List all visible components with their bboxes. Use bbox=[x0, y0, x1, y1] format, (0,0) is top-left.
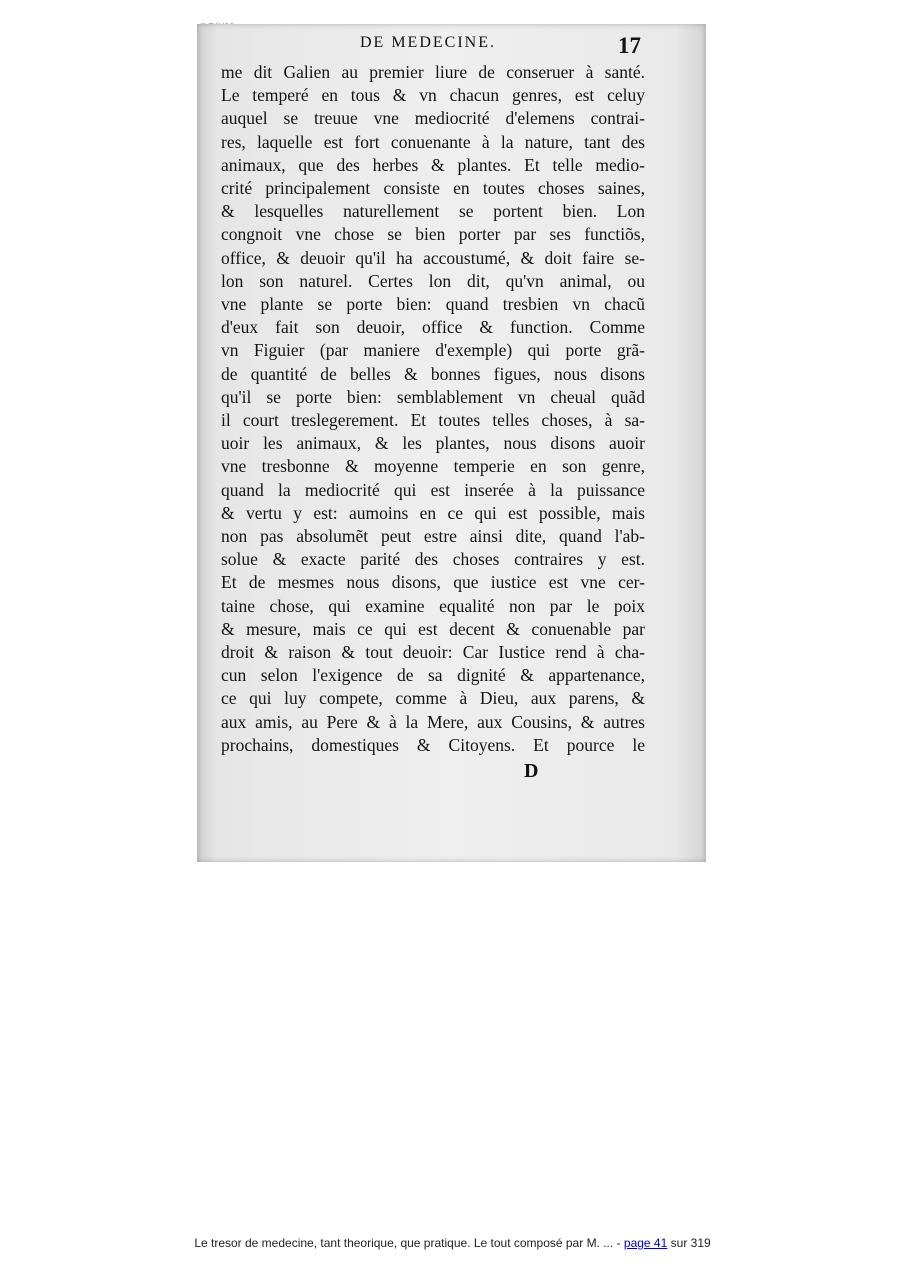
text-line: office, & deuoir qu'il ha accoustumé, & doit faire se- bbox=[221, 247, 645, 268]
text-line: vne plante se porte bien: quand tresbien vn chacũ bbox=[221, 294, 645, 315]
text-line: de quantité de belles & bonnes figues, nous disons bbox=[221, 363, 645, 384]
running-head: DE MEDECINE. bbox=[360, 34, 496, 51]
text-line: congnoit vne chose se bien porter par ses functiõs, bbox=[221, 224, 645, 245]
text-line: & vertu y est: aumoins en ce qui est possible, mais bbox=[221, 502, 645, 523]
text-line: ce qui luy compete, comme à Dieu, aux parens, & bbox=[221, 688, 645, 709]
text-line: taine chose, qui examine equalité non par le poix bbox=[221, 595, 645, 616]
text-line: aux amis, au Pere & à la Mere, aux Cousins, & autres bbox=[221, 711, 645, 732]
text-line: d'eux fait son deuoir, office & function. Comme bbox=[221, 317, 645, 338]
text-line: qu'il se porte bien: semblablement vn cheual quãd bbox=[221, 386, 645, 407]
text-line: droit & raison & tout deuoir: Car Iustice rend à cha- bbox=[221, 642, 645, 663]
page-link[interactable]: page 41 bbox=[623, 1236, 668, 1250]
text-line: res, laquelle est fort conuenante à la nature, tant des bbox=[221, 131, 645, 152]
text-line: & lesquelles naturellement se portent bien. Lon bbox=[221, 201, 645, 222]
text-line: animaux, que des herbes & plantes. Et telle medio- bbox=[221, 154, 645, 175]
text-line: me dit Galien au premier liure de conseruer à santé. bbox=[221, 62, 645, 82]
text-line: prochains, domestiques & Citoyens. Et pource le bbox=[221, 734, 645, 755]
text-line: solue & exacte parité des choses contraires y est. bbox=[221, 549, 645, 570]
text-line: Le temperé en tous & vn chacun genres, est celuy bbox=[221, 85, 645, 106]
text-line: auquel se treuue vne mediocrité d'elemens contrai- bbox=[221, 108, 645, 129]
signature-mark: D bbox=[524, 760, 539, 782]
text-line: quand la mediocrité qui est inserée à la puissance bbox=[221, 479, 645, 500]
text-line: uoir les animaux, & les plantes, nous disons auoir bbox=[221, 433, 645, 454]
text-line: & mesure, mais ce qui est decent & conuenable par bbox=[221, 618, 645, 639]
text-line: non pas absolumẽt peut estre ainsi dite, quand l'ab- bbox=[221, 526, 645, 547]
text-line: il court treslegerement. Et toutes telles choses, à sa- bbox=[221, 410, 645, 431]
text-line: Et de mesmes nous disons, que iustice est vne cer- bbox=[221, 572, 645, 593]
text-block bbox=[221, 61, 645, 757]
text-line: cun selon l'exigence de sa dignité & appartenance, bbox=[221, 665, 645, 686]
text-line: crité principalement consiste en toutes choses saines, bbox=[221, 178, 645, 199]
footer-caption bbox=[0, 1236, 905, 1250]
footer-total: sur 319 bbox=[670, 1236, 711, 1250]
text-line: vn Figuier (par maniere d'exemple) qui porte grã- bbox=[221, 340, 645, 361]
folio-number: 17 bbox=[618, 33, 641, 58]
footer-title: Le tresor de medecine, tant theorique, que pratique. Le tout composé par M. ... - bbox=[194, 1236, 621, 1250]
text-line: vne tresbonne & moyenne temperie en son genre, bbox=[221, 456, 645, 477]
text-line: lon son naturel. Certes lon dit, qu'vn animal, ou bbox=[221, 270, 645, 291]
